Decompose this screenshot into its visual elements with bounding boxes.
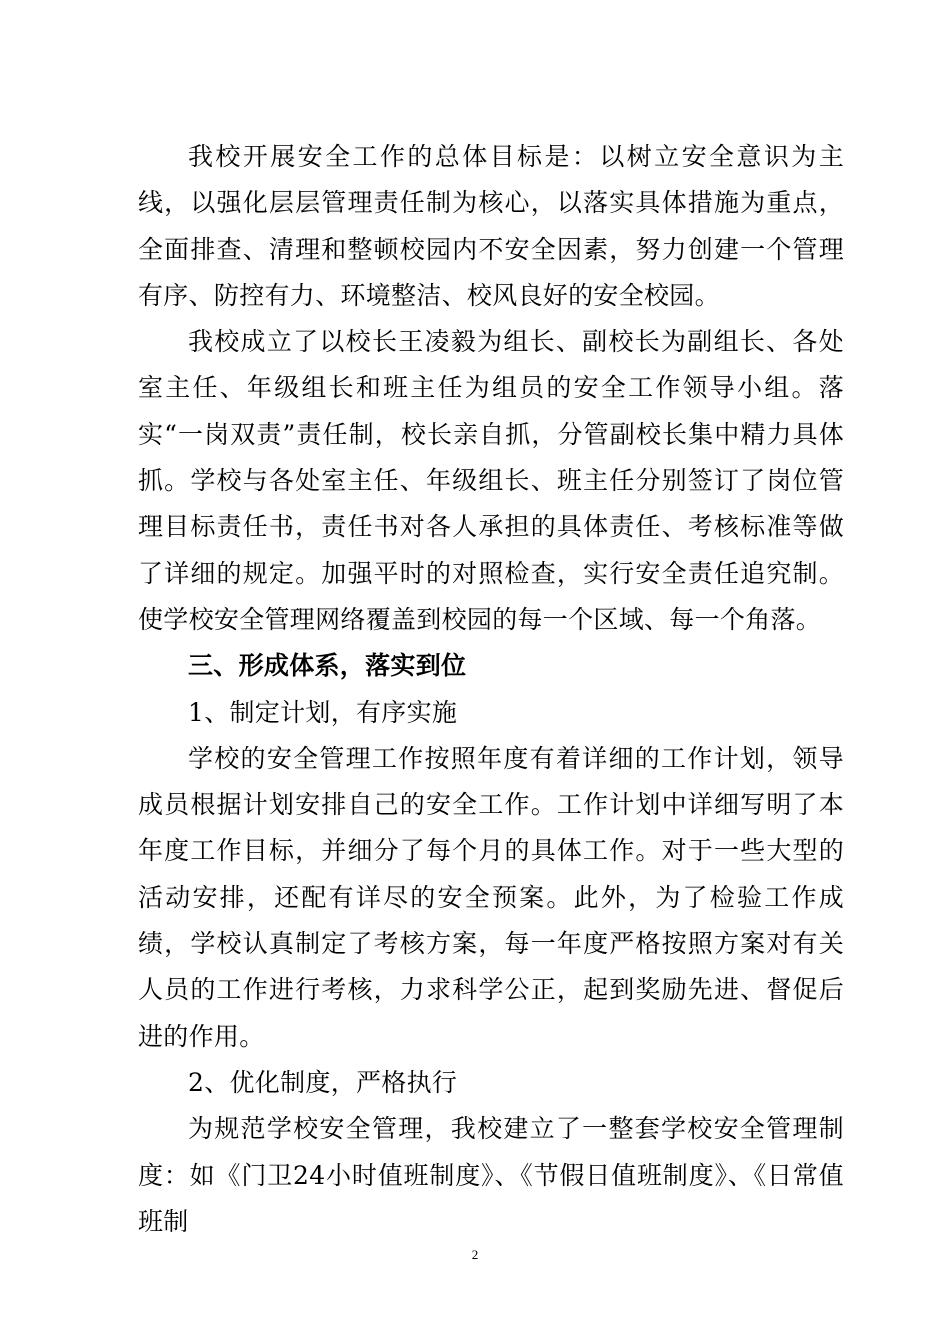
document-body xyxy=(138,134,844,1245)
paragraph-management-system: 为规范学校安全管理，我校建立了一整套学校安全管理制度：如《门卫24小时值班制度》、《节假日值班制度》、《日常值班制 xyxy=(138,1114,844,1236)
paragraph-safety-goal: 我校开展安全工作的总体目标是：以树立安全意识为主线，以强化层层管理责任制为核心，以落实具体措施为重点，全面排查、清理和整顿校园内不安全因素，努力创建一个管理有序、防控有力、环境整洁、校风良好的安全校园。 xyxy=(138,142,844,310)
paragraph-work-plan: 学校的安全管理工作按照年度有着详细的工作计划，领导成员根据计划安排自己的安全工作。工作计划中详细写明了本年度工作目标，并细分了每个月的具体工作。对于一些大型的活动安排，还配有详尽的安全预案。此外，为了检验工作成绩，学校认真制定了考核方案，每一年度严格按照方案对有关人员的工作进行考核，力求科学公正，起到奖励先进、督促后进的作用。 xyxy=(138,743,844,1051)
subheading-plan: 1、制定计划，有序实施 xyxy=(188,697,458,727)
paragraph-leadership-group: 我校成立了以校长王凌毅为组长、副校长为副组长、各处室主任、年级组长和班主任为组员的安全工作领导小组。落实“一岗双责”责任制，校长亲自抓，分管副校长集中精力具体抓。学校与各处室主任、年级组长、班主任分别签订了岗位管理目标责任书，责任书对各人承担的具体责任、考核标准等做了详细的规定。加强平时的对照检查，实行安全责任追究制。使学校安全管理网络覆盖到校园的每一个区域、每一个角落。 xyxy=(138,327,844,634)
section-heading-three: 三、形成体系，落实到位 xyxy=(188,651,467,681)
subheading-system: 2、优化制度，严格执行 xyxy=(188,1067,458,1097)
page-number: 2 xyxy=(471,1247,479,1262)
